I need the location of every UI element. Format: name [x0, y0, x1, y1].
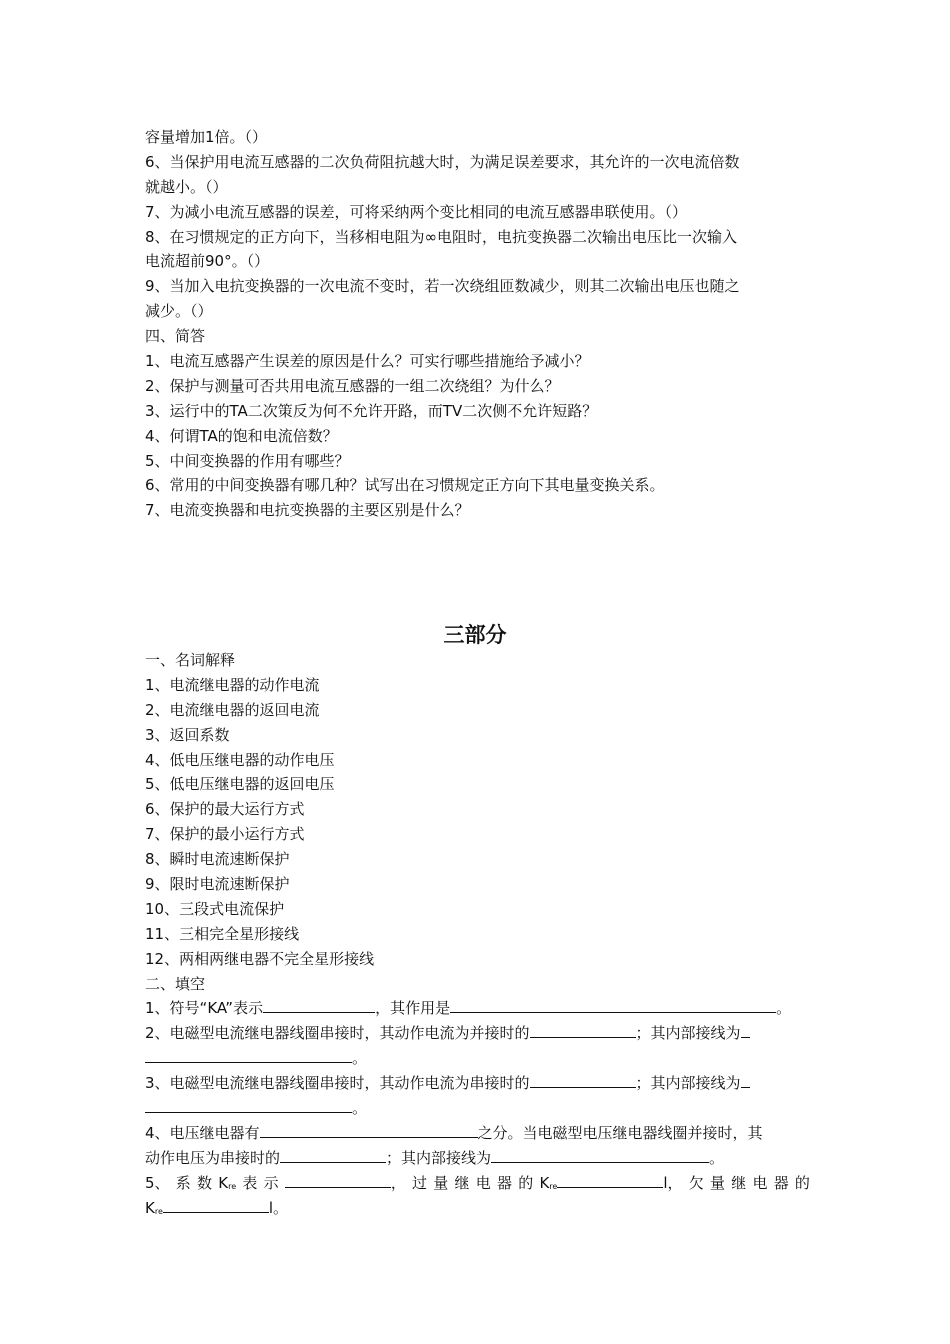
re-subscript: re [549, 1181, 558, 1191]
answer-blank[interactable] [145, 1047, 352, 1063]
term-item: 4、低电压继电器的动作电压 [145, 750, 335, 769]
fill-question-3-cont [145, 1096, 810, 1121]
answer-blank[interactable] [285, 1172, 391, 1188]
fill-text: l [663, 1173, 668, 1192]
fill-text: 。 [776, 999, 792, 1018]
fill-text: 动作电压为串接时的 [145, 1148, 281, 1167]
answer-blank[interactable] [741, 1072, 750, 1088]
question-line: 5、中间变换器的作用有哪些？ [145, 451, 350, 470]
answer-blank[interactable] [260, 1122, 478, 1138]
question-line: 3、运行中的TA二次策反为何不允许开路，而TV二次侧不允许短路？ [145, 401, 598, 420]
section-terms [145, 648, 810, 1220]
fill-text: 继 [731, 1173, 747, 1192]
fill-text: 表 [242, 1173, 258, 1192]
fill-text: ；其内部接线为 [386, 1148, 492, 1167]
section-heading: 一、名词解释 [145, 651, 236, 669]
k-letter: K [218, 1173, 229, 1192]
section-heading: 二、填空 [145, 974, 206, 993]
answer-blank[interactable] [530, 1022, 636, 1038]
fill-text: 数 [197, 1173, 213, 1192]
term-item: 2、电流继电器的返回电流 [145, 700, 320, 719]
section-heading: 四、简答 [145, 327, 206, 346]
term-item: 8、瞬时电流速断保护 [145, 850, 290, 869]
question-line: 6、常用的中间变换器有哪几种？试写出在习惯规定正方向下其电量变换关系。 [145, 476, 665, 495]
fill-text: 欠 [688, 1173, 704, 1192]
term-item: 9、限时电流速断保护 [145, 875, 290, 894]
fill-text: 4、电压继电器有 [145, 1123, 260, 1142]
answer-blank[interactable] [263, 997, 375, 1013]
text-line: 9、当加入电抗变换器的一次电流不变时，若一次绕组匝数减少，则其二次输出电压也随之 [145, 277, 740, 296]
fill-question-2 [145, 1021, 810, 1046]
answer-blank[interactable] [557, 1172, 663, 1188]
fill-text: 量 [709, 1173, 725, 1192]
fill-text: 电 [475, 1173, 491, 1192]
term-item: 1、电流继电器的动作电流 [145, 675, 320, 694]
fill-question-2-cont [145, 1046, 810, 1071]
answer-blank[interactable] [145, 1097, 352, 1113]
fill-text: l。 [268, 1198, 289, 1217]
fill-text: ；其内部接线为 [635, 1074, 741, 1093]
answer-blank[interactable] [450, 997, 776, 1013]
fill-question-4-cont [145, 1146, 810, 1171]
answer-blank[interactable] [530, 1072, 636, 1088]
fill-text: 继 [454, 1173, 470, 1192]
text-line: 8、在习惯规定的正方向下，当移相电阻为∞电阻时，电抗变换器二次输出电压比一次输入 [145, 227, 738, 246]
fill-question-5 [145, 1171, 810, 1196]
re-subscript: re [228, 1181, 237, 1191]
fill-text: ， [667, 1173, 683, 1192]
fill-text: 2、电磁型电流继电器线圈串接时，其动作电流为并接时的 [145, 1024, 530, 1043]
term-item: 10、三段式电流保护 [145, 899, 285, 918]
fill-text: 的 [518, 1173, 534, 1192]
fill-text: 器 [773, 1173, 789, 1192]
fill-question-3 [145, 1071, 810, 1096]
answer-blank[interactable] [163, 1197, 269, 1213]
fill-text: 电 [752, 1173, 768, 1192]
fill-text: 。 [709, 1148, 725, 1167]
fill-text: 5、 [145, 1173, 170, 1192]
text-line: 6、当保护用电流互感器的二次负荷阻抗越大时，为满足误差要求，其允许的一次电流倍数 [145, 152, 740, 171]
fill-text: 。 [352, 1049, 368, 1068]
answer-blank[interactable] [491, 1147, 709, 1163]
term-item: 7、保护的最小运行方式 [145, 825, 305, 844]
fill-text: 系 [175, 1173, 191, 1192]
fill-text: 器 [496, 1173, 512, 1192]
kre-blank-group [285, 1171, 406, 1196]
answer-blank[interactable] [741, 1022, 750, 1038]
part-title: 三部分 [443, 623, 507, 647]
k-letter: K [539, 1173, 550, 1192]
question-line: 2、保护与测量可否共用电流互感器的一组二次绕组？为什么？ [145, 376, 560, 395]
fill-question-1 [145, 996, 810, 1021]
kre-symbol [145, 1199, 163, 1217]
kre-blank-group [539, 1171, 682, 1196]
fill-text: 之分。当电磁型电压继电器线圈并接时，其 [477, 1123, 763, 1142]
term-item: 3、返回系数 [145, 725, 230, 744]
kre-symbol [218, 1171, 236, 1196]
fill-text: ， [390, 1173, 406, 1192]
text-line: 电流超前90°。（） [145, 252, 270, 271]
question-line: 7、电流变换器和电抗变换器的主要区别是什么？ [145, 501, 470, 520]
re-subscript: re [154, 1206, 163, 1216]
text-line: 减少。（） [145, 302, 213, 321]
term-item: 5、低电压继电器的返回电压 [145, 775, 335, 794]
section-true-false-and-short-answer [145, 125, 810, 523]
fill-question-4 [145, 1121, 810, 1146]
fill-text: 。 [352, 1099, 368, 1118]
term-item: 6、保护的最大运行方式 [145, 800, 305, 819]
text-line: 容量增加1倍。（） [145, 128, 268, 146]
question-line: 1、电流互感器产生误差的原因是什么？可实行哪些措施给予减小？ [145, 352, 590, 371]
term-item: 12、两相两继电器不完全星形接线 [145, 949, 375, 968]
text-line: 就越小。（） [145, 177, 228, 196]
fill-text: 示 [263, 1173, 279, 1192]
fill-text: 1、符号“KA”表示 [145, 999, 264, 1018]
fill-text: 的 [794, 1173, 810, 1192]
fill-text: ；其内部接线为 [635, 1024, 741, 1043]
fill-text: 量 [433, 1173, 449, 1192]
fill-text: 3、电磁型电流继电器线圈串接时，其动作电流为串接时的 [145, 1074, 530, 1093]
answer-blank[interactable] [280, 1147, 386, 1163]
fill-question-5-cont [145, 1196, 810, 1221]
term-item: 11、三相完全星形接线 [145, 924, 300, 943]
fill-text: 过 [412, 1173, 428, 1192]
question-line: 4、何谓TA的饱和电流倍数？ [145, 426, 338, 445]
fill-text: ，其作用是 [375, 999, 451, 1018]
k-letter: K [145, 1198, 155, 1217]
text-line: 7、为减小电流互感器的误差，可将采纳两个变比相同的电流互感器串联使用。（） [145, 202, 688, 221]
